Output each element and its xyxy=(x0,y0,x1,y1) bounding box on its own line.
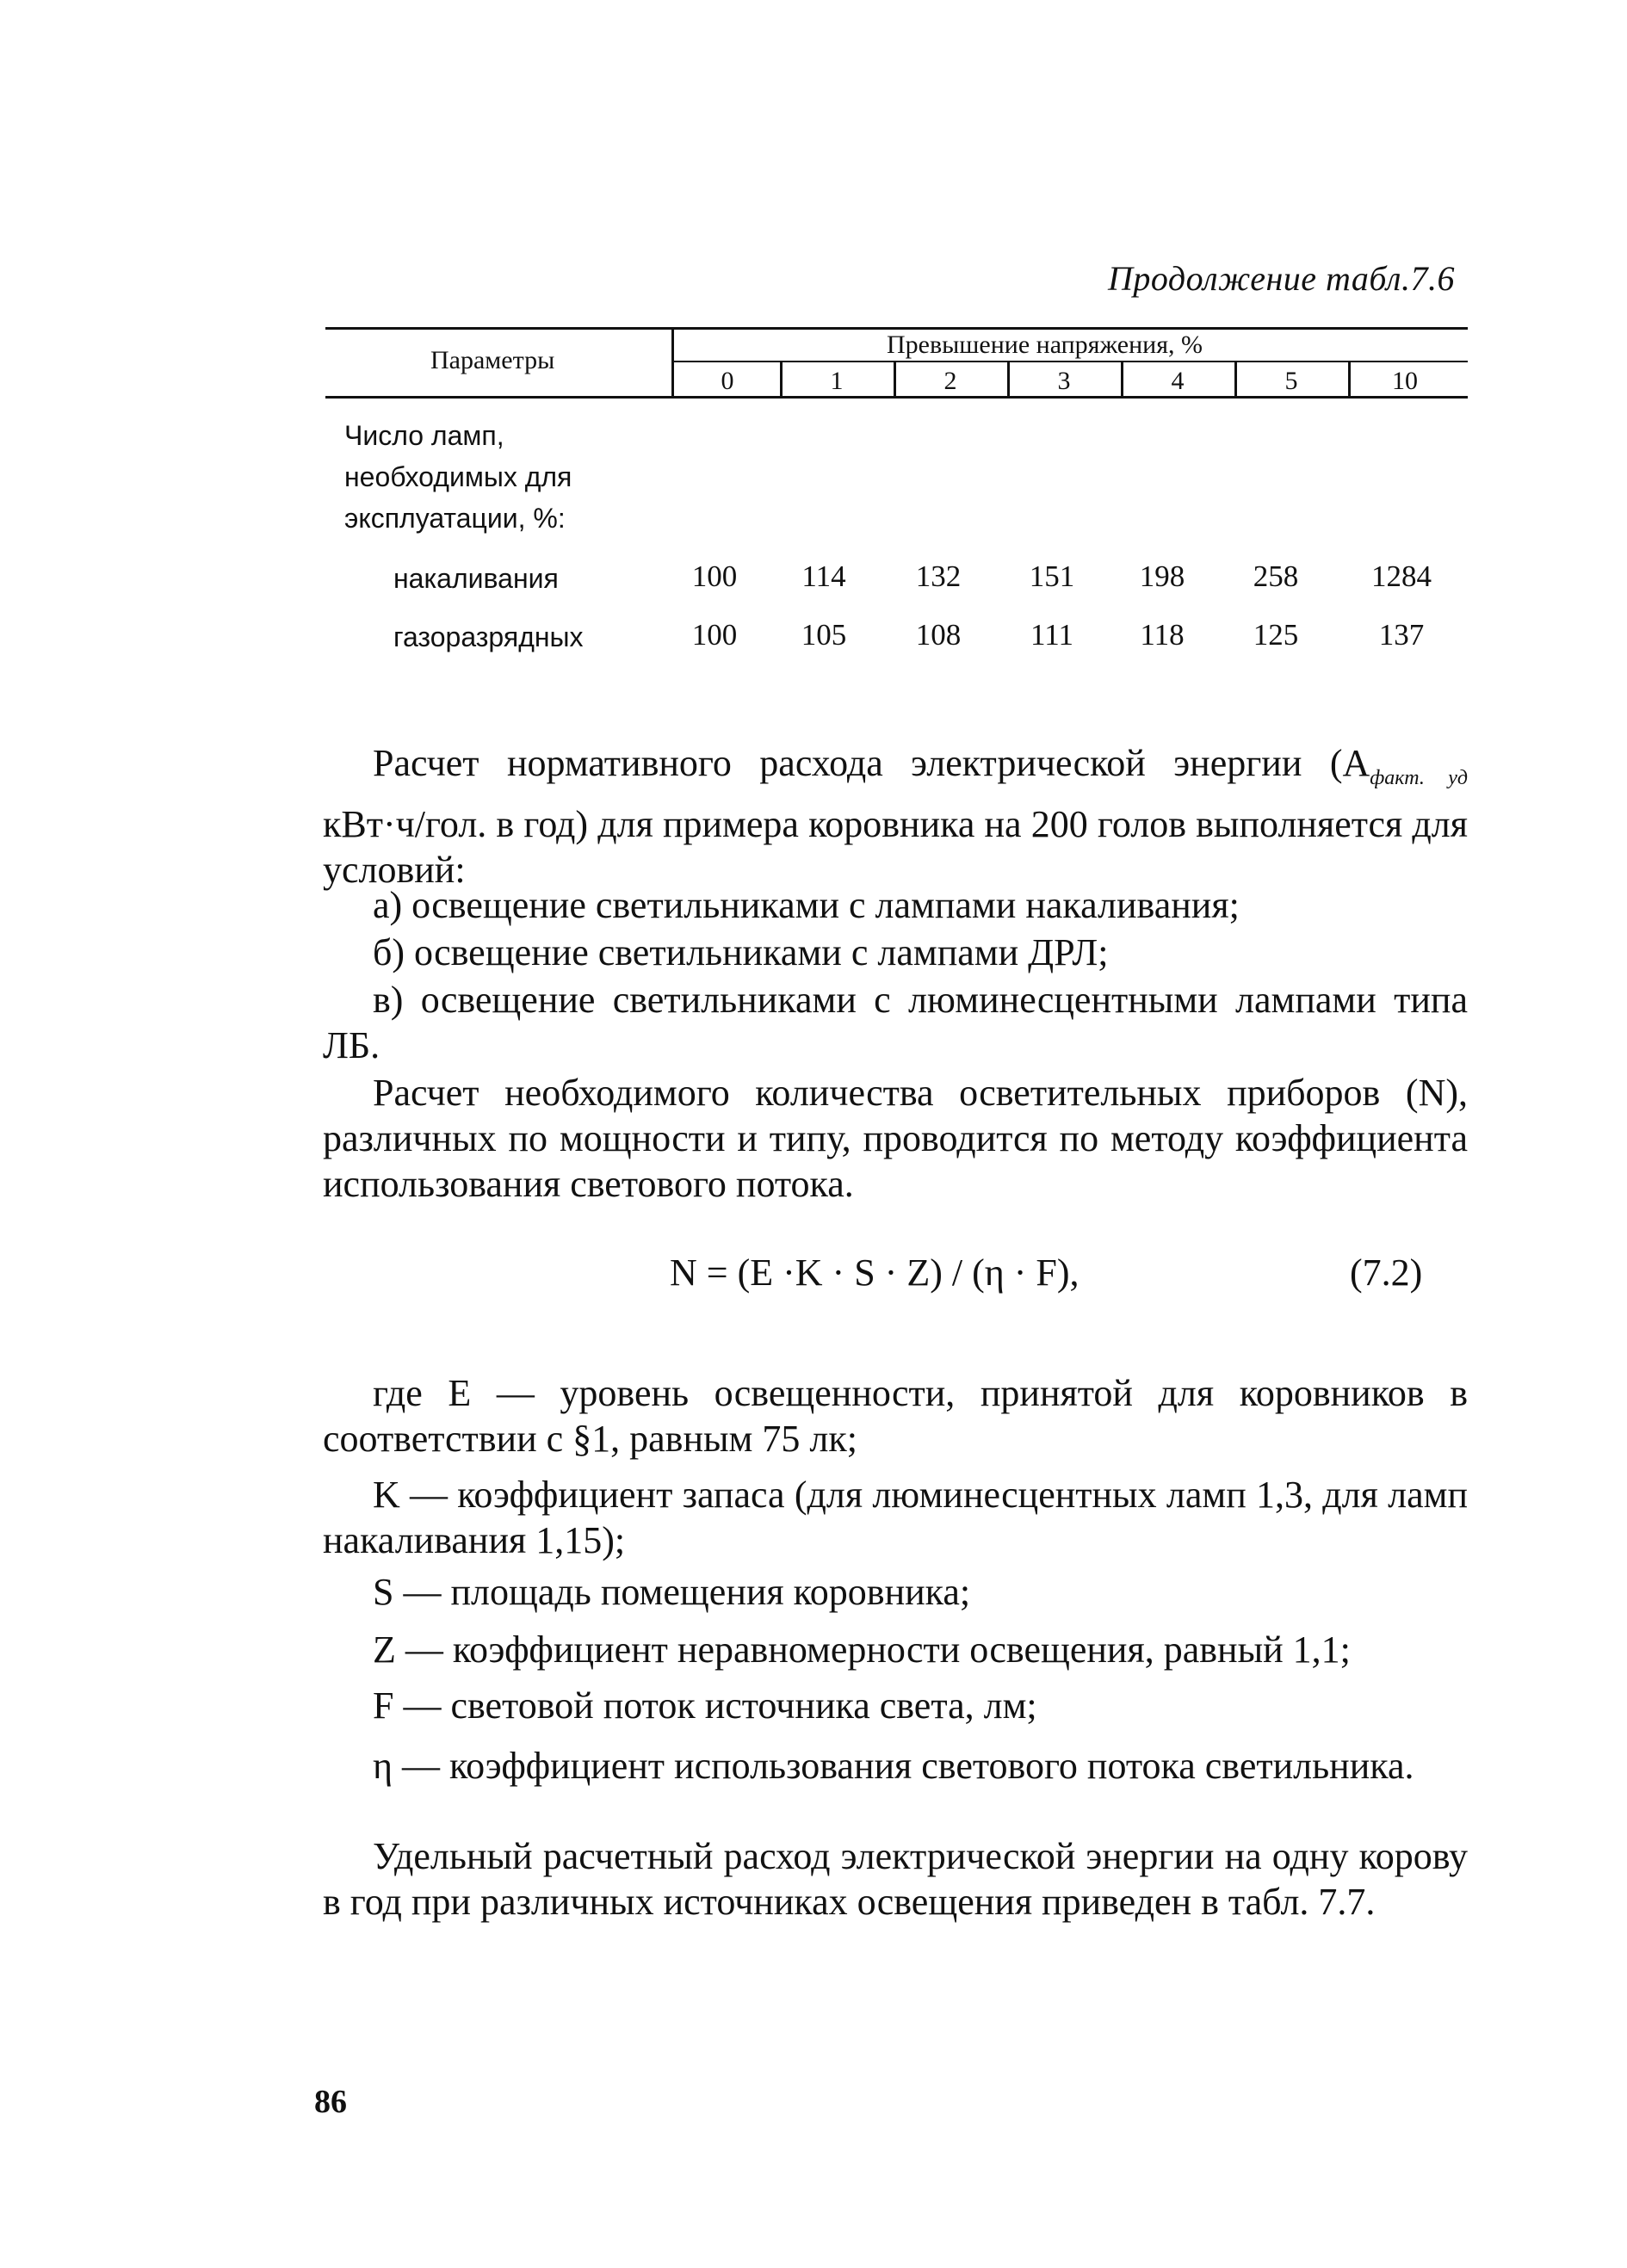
definition-s: S — площадь помещения коровника; xyxy=(373,1571,971,1613)
paragraph-text: Расчет нормативного расхода электрической энергии (A xyxy=(373,742,1370,784)
column-header: 5 xyxy=(1284,367,1298,395)
list-item-c: в) освещение светильниками с люминесцентными лампами типа ЛБ. xyxy=(323,979,1468,1066)
formula: N = (E ·K · S · Z) / (η · F), xyxy=(670,1251,1080,1294)
column-divider xyxy=(780,362,783,399)
voltage-excess-header: Превышение напряжения, % xyxy=(887,331,1203,359)
paragraph-specific-consumption: Удельный расчетный расход электрической энергии на одну корову в год при различных источниках освещения приведен в табл. 7.7. xyxy=(323,1835,1468,1923)
list-item-a: а) освещение светильниками с лампами накаливания; xyxy=(373,884,1240,926)
table-cell: 1284 xyxy=(1371,559,1432,593)
definition-e: где E — уровень освещенности, принятой для коровников в соответствии с §1, равным 75 лк; xyxy=(323,1372,1468,1460)
paragraph-text: кВт·ч/гол. в год) для примера коровника на 200 голов выполняется для условий: xyxy=(323,802,1468,891)
table-cell: 105 xyxy=(801,618,847,652)
column-header: 0 xyxy=(721,367,734,395)
subscript-text: факт. уд xyxy=(1370,766,1469,789)
column-divider xyxy=(894,362,896,399)
table-cell: 100 xyxy=(691,618,738,652)
column-divider xyxy=(1348,362,1351,399)
table-header-bottom-rule xyxy=(325,396,1468,399)
column-header: 4 xyxy=(1171,367,1185,395)
header-divider xyxy=(671,327,674,399)
row-label-gas-discharge: газоразрядных xyxy=(393,621,584,652)
table-cell: 151 xyxy=(1029,559,1075,593)
table-cell: 258 xyxy=(1253,559,1299,593)
table-cell: 100 xyxy=(691,559,738,593)
formula-number: (7.2) xyxy=(1350,1251,1423,1294)
definition-z: Z — коэффициент неравномерности освещения, равный 1,1; xyxy=(373,1628,1351,1671)
table-cell: 132 xyxy=(915,559,962,593)
definition-eta: η — коэффициент использования светового потока светильника. xyxy=(373,1745,1414,1787)
paragraph-calculation-intro xyxy=(323,740,1468,893)
lamp-count-group-label: Число ламп, необходимых для эксплуатации, %: xyxy=(344,420,572,534)
table-cell: 111 xyxy=(1030,618,1073,652)
column-header: 2 xyxy=(943,367,957,395)
column-header: 10 xyxy=(1392,367,1418,395)
column-divider xyxy=(1121,362,1123,399)
table-top-rule xyxy=(325,327,1468,330)
params-header: Параметры xyxy=(430,346,555,374)
table-cell: 125 xyxy=(1253,618,1299,652)
definition-f: F — световой поток источника света, лм; xyxy=(373,1684,1037,1727)
table-cell: 114 xyxy=(801,559,846,593)
table-cell: 137 xyxy=(1378,618,1425,652)
table-cell: 198 xyxy=(1139,559,1185,593)
table-continuation-title: Продолжение табл.7.6 xyxy=(1107,259,1455,298)
column-header: 1 xyxy=(830,367,844,395)
column-divider xyxy=(1007,362,1010,399)
column-divider xyxy=(1234,362,1237,399)
page-number: 86 xyxy=(314,2084,347,2120)
table-cell: 108 xyxy=(915,618,962,652)
column-header: 3 xyxy=(1057,367,1071,395)
table-cell: 118 xyxy=(1140,618,1185,652)
definition-k: K — коэффициент запаса (для люминесцентных ламп 1,3, для ламп накаливания 1,15); xyxy=(323,1474,1468,1561)
list-item-b: б) освещение светильниками с лампами ДРЛ; xyxy=(373,931,1109,973)
paragraph-fixture-count: Расчет необходимого количества осветительных приборов (N), различных по мощности и типу, проводится по методу коэффициента использования светового потока. xyxy=(323,1072,1468,1205)
row-label-incandescent: накаливания xyxy=(393,563,559,594)
